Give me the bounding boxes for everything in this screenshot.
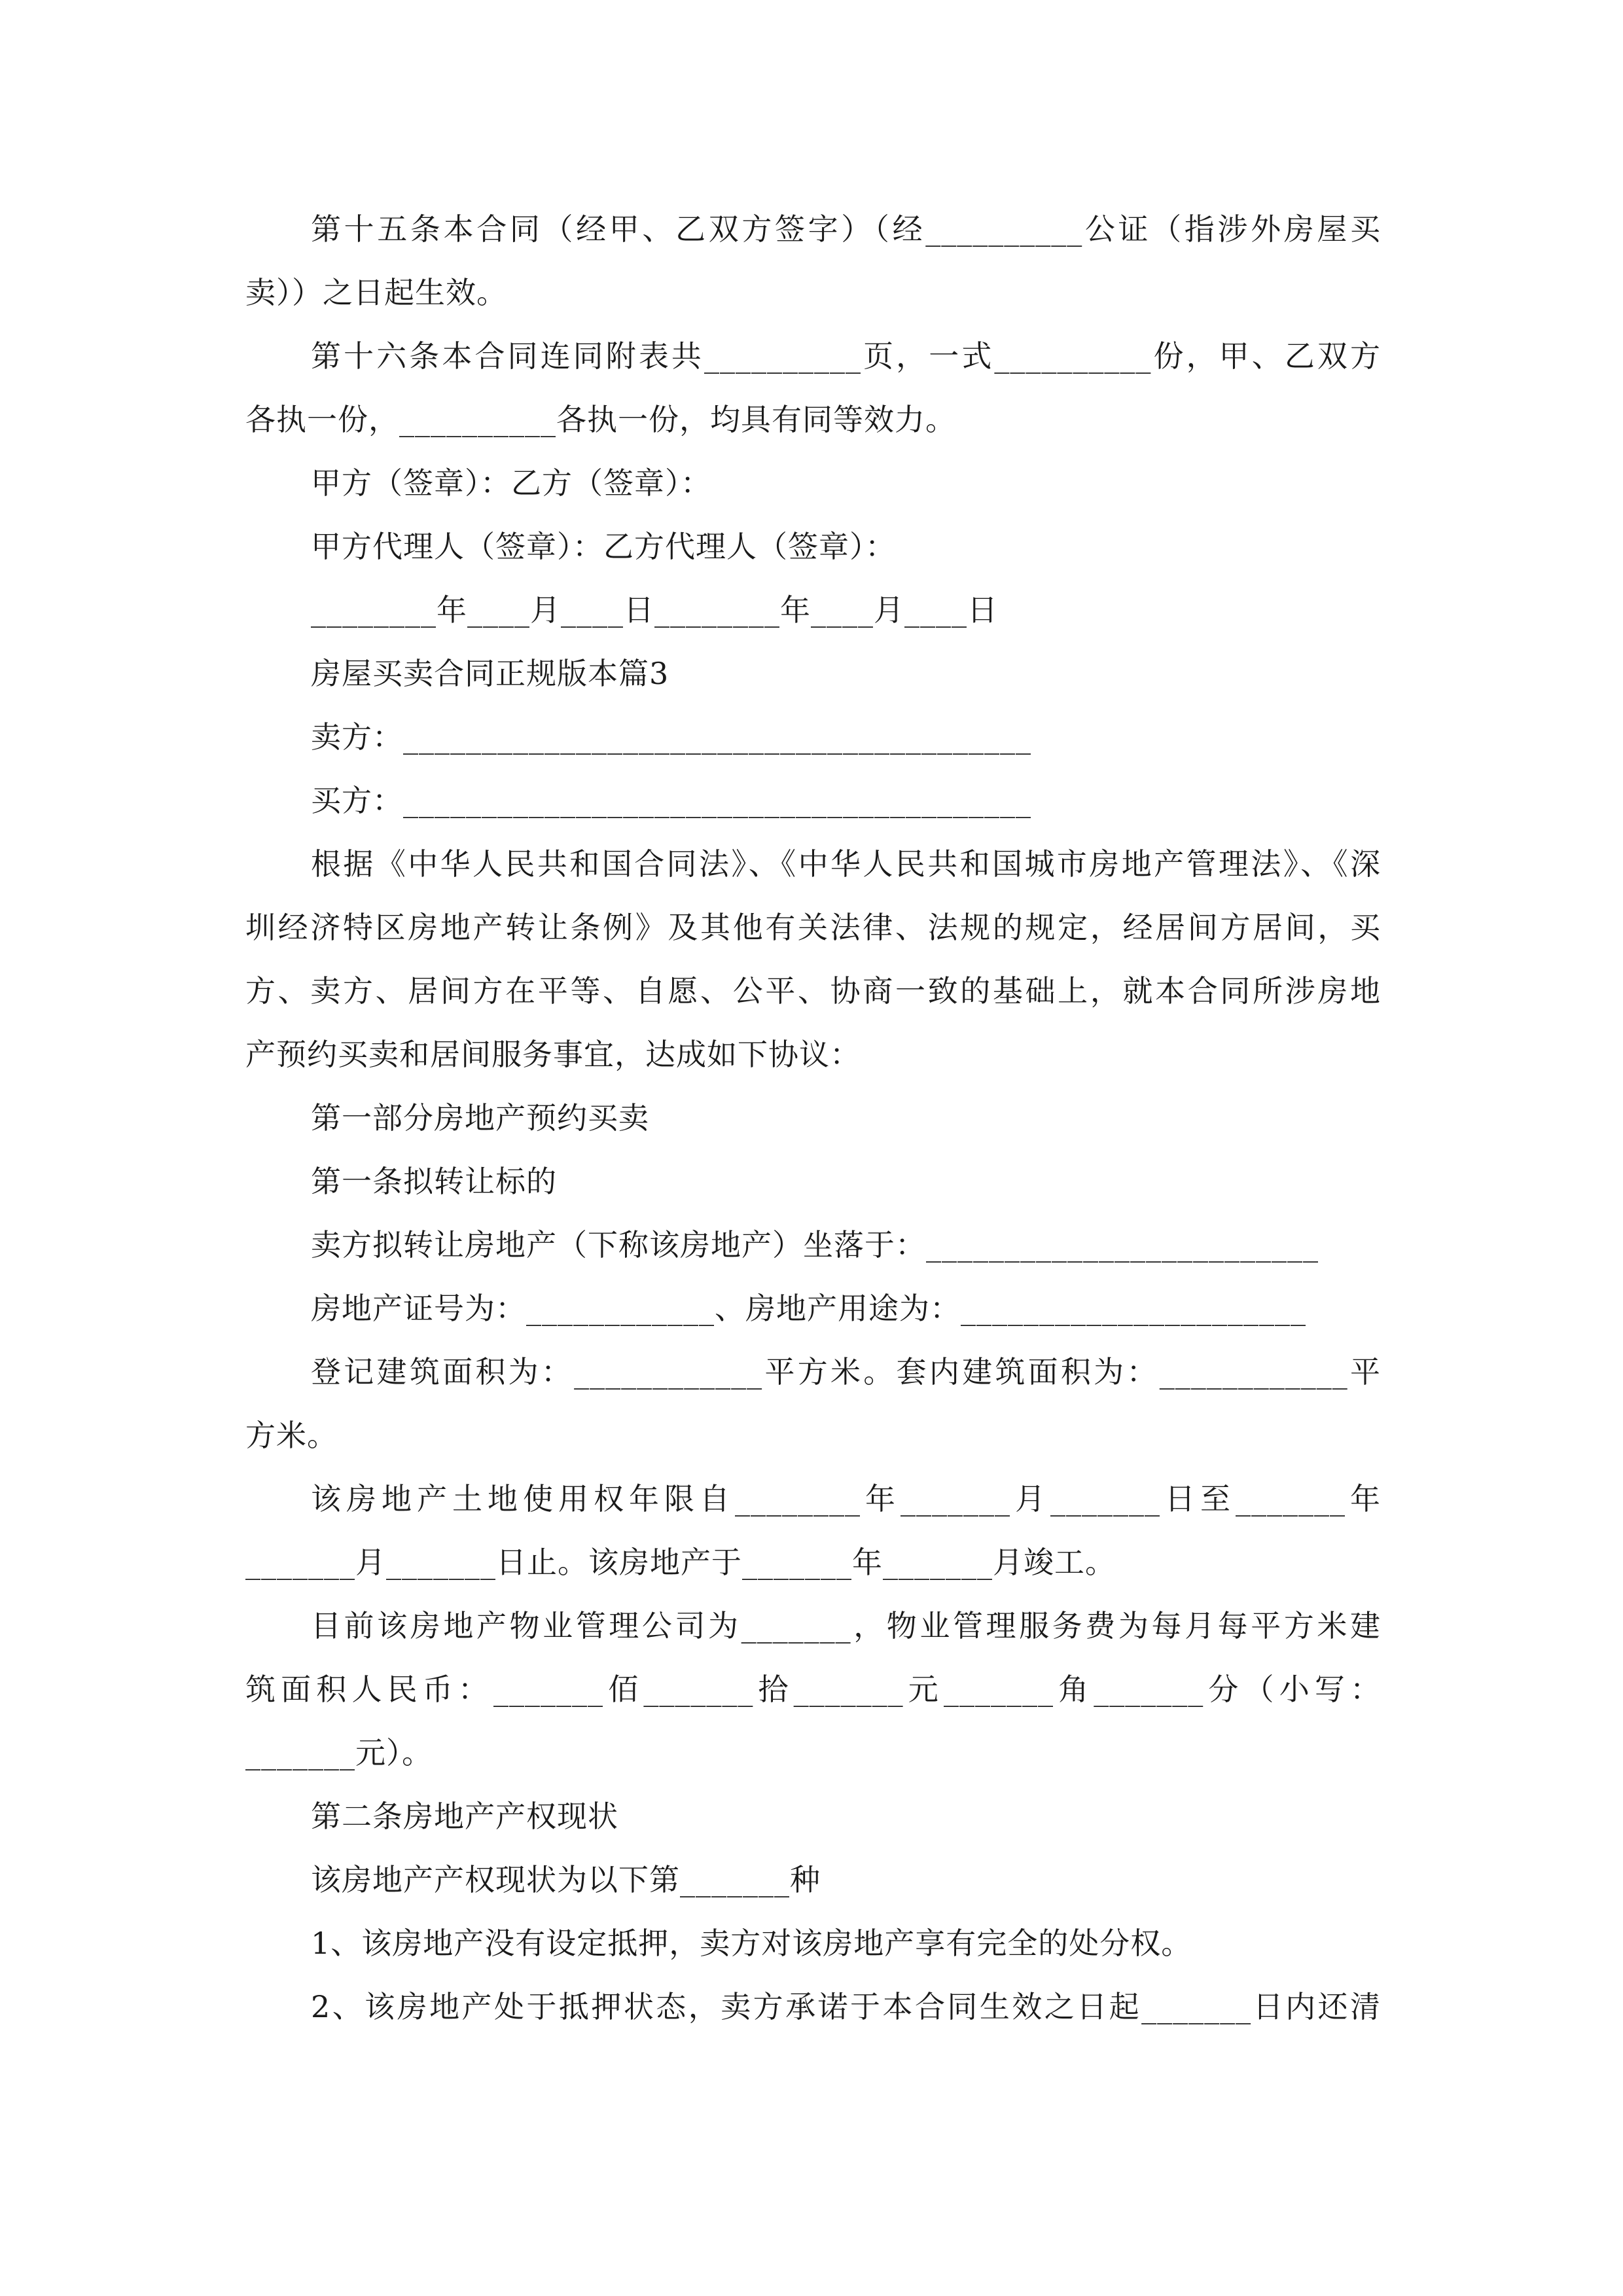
management-line-1: 目前该房地产物业管理公司为_______，物业管理服务费为每月每平方米建 <box>311 1608 1381 1643</box>
land-use-line-1: 该房地产土地使用权年限自________年_______月_______日至_______年 <box>311 1481 1381 1516</box>
title-status-line: 该房地产产权现状为以下第_______种 <box>311 1862 821 1897</box>
property-location-line: 卖方拟转让房地产（下称该房地产）坐落于：_________________________ <box>311 1227 1319 1263</box>
management-line-2: 筑面积人民币：_______佰_______拾_______元_______角_______分（小写： <box>245 1672 1382 1707</box>
preamble-line-1: 根据《中华人民共和国合同法》、《中华人民共和国城市房地产管理法》、《深 <box>311 846 1381 882</box>
area-line-2: 方米。 <box>245 1418 338 1453</box>
clause-15-line-2: 卖））之日起生效。 <box>245 275 507 310</box>
title-status-option-1: 1、该房地产没有设定抵押，卖方对该房地产享有完全的处分权。 <box>311 1926 1192 1961</box>
signature-line-parties: 甲方（签章）：乙方（签章）： <box>311 465 711 501</box>
title-status-option-2: 2、该房地产处于抵押状态，卖方承诺于本合同生效之日起_______日内还清 <box>311 1989 1381 2024</box>
part-one-heading: 第一部分房地产预约买卖 <box>311 1100 649 1136</box>
signature-line-agents: 甲方代理人（签章）：乙方代理人（签章）： <box>311 529 896 564</box>
area-line-1: 登记建筑面积为：____________平方米。套内建筑面积为：____________平 <box>311 1354 1381 1390</box>
preamble-line-4: 产预约买卖和居间服务事宜，达成如下协议： <box>245 1037 861 1072</box>
management-line-3: _______元）。 <box>245 1735 433 1770</box>
preamble-line-3: 方、卖方、居间方在平等、自愿、公平、协商一致的基础上，就本合同所涉房地 <box>245 973 1381 1009</box>
clause-16-line-2: 各执一份，__________各执一份，均具有同等效力。 <box>245 402 956 437</box>
property-cert-line: 房地产证号为：____________、房地产用途为：______________________ <box>311 1291 1306 1326</box>
clause-16-line-1: 第十六条本合同连同附表共__________页，一式__________份，甲、乙双方 <box>311 338 1381 374</box>
seller-line: 卖方：________________________________________ <box>311 719 1031 755</box>
buyer-line: 买方：________________________________________ <box>311 783 1031 818</box>
signature-date-line: ________年____月____日________年____月____日 <box>311 592 998 628</box>
article-1-heading: 第一条拟转让标的 <box>311 1164 557 1199</box>
preamble-line-2: 圳经济特区房地产转让条例》及其他有关法律、法规的规定，经居间方居间，买 <box>245 910 1381 945</box>
land-use-line-2: _______月_______日止。该房地产于_______年_______月竣工。 <box>245 1545 1116 1580</box>
article-2-heading: 第二条房地产产权现状 <box>311 1799 618 1834</box>
clause-15-line-1: 第十五条本合同（经甲、乙双方签字）（经__________公证（指涉外房屋买 <box>311 211 1381 247</box>
section-heading: 房屋买卖合同正规版本篇3 <box>311 656 669 691</box>
